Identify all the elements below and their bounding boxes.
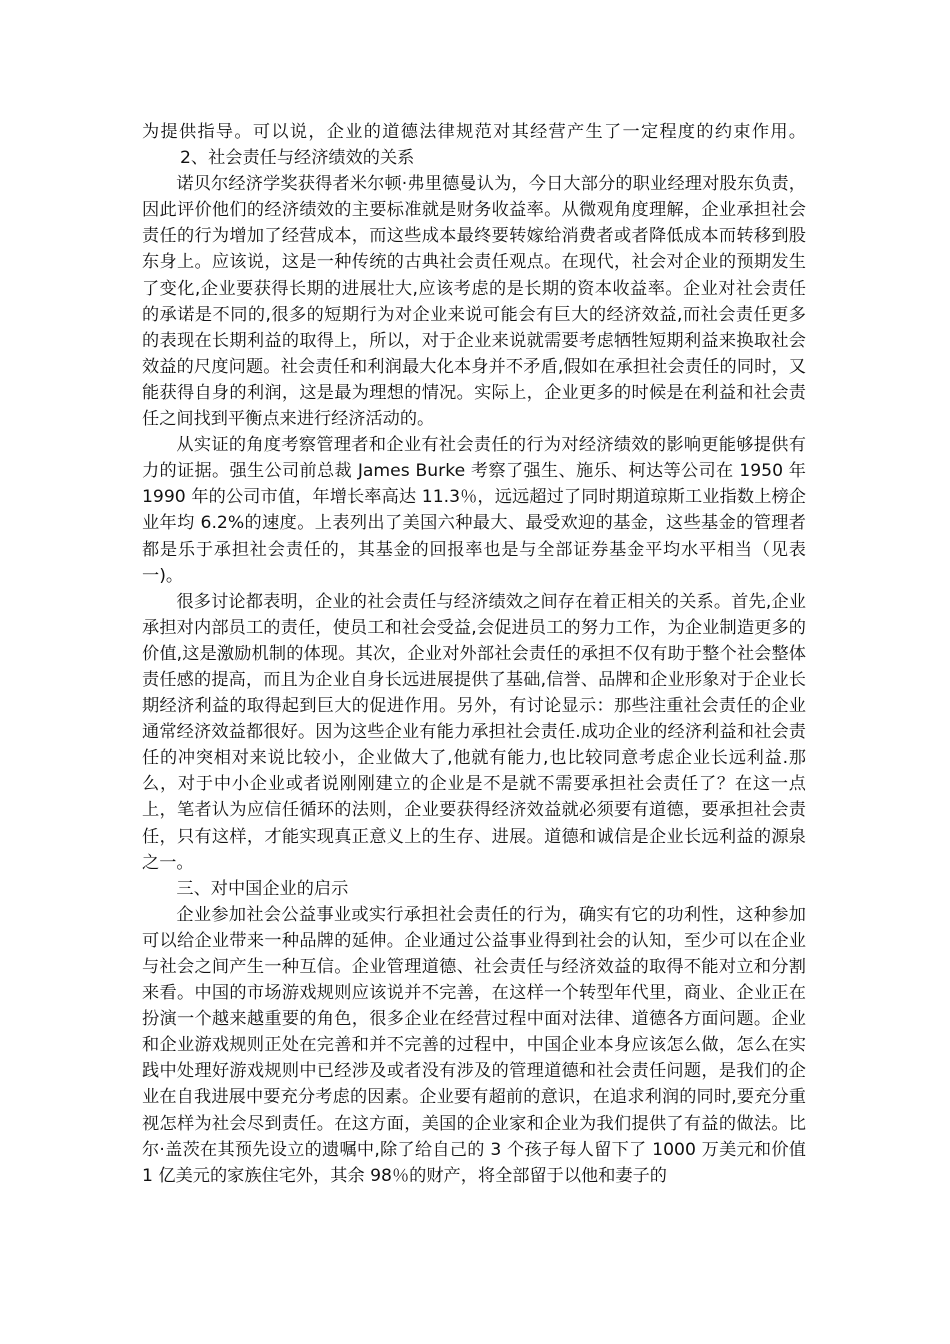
paragraph-continuation	[142, 119, 806, 171]
paragraph-discussion: 很多讨论都表明，企业的社会责任与经济绩效之间存在着正相关的关系。首先,企业承担对内部员工的责任，使员工和社会受益,会促进员工的努力工作，为企业制造更多的价值,这是激励机制的体现。其次，企业对外部社会责任的承担不仅有助于整个社会整体责任感的提高，而且为企业自身长远进展提供了基础,信誉、品牌和企业形象对于企业长期经济利益的取得起到巨大的促进作用。另外，有讨论显示：那些注重社会责任的企业通常经济效益都很好。因为这些企业有能力承担社会责任.成功企业的经济利益和社会责任的冲突相对来说比较小，企业做大了,他就有能力,也比较同意考虑企业长远利益.那么，对于中小企业或者说刚刚建立的企业是不是就不需要承担社会责任了？在这一点上，笔者认为应信任循环的法则，企业要获得经济效益就必须要有道德，要承担社会责任，只有这样，才能实现真正意义上的生存、进展。道德和诚信是企业长远利益的源泉之一。	[142, 591, 806, 873]
paragraph-friedman: 诺贝尔经济学奖获得者米尔顿·弗里德曼认为，今日大部分的职业经理对股东负责，因此评价他们的经济绩效的主要标准就是财务收益率。从微观角度理解，企业承担社会责任的行为增加了经营成本，而这些成本最终要转嫁给消费者或者降低成本而转移到股东身上。应该说，这是一种传统的古典社会责任观点。在现代，社会对企业的预期发生了变化,企业要获得长期的进展壮大,应该考虑的是长期的资本收益率。企业对社会责任的承诺是不同的,很多的短期行为对企业来说可能会有巨大的经济效益,而社会责任更多的表现在长期利益的取得上，所以，对于企业来说就需要考虑牺牲短期利益来换取社会效益的尺度问题。社会责任和利润最大化本身并不矛盾,假如在承担社会责任的同时，又能获得自身的利润，这是最为理想的情况。实际上，企业更多的时候是在利益和社会责任之间找到平衡点来进行经济活动的。	[142, 174, 806, 430]
section-heading-2: 2、社会责任与经济绩效的关系	[180, 148, 415, 169]
paragraph-china: 企业参加社会公益事业或实行承担社会责任的行为，确实有它的功利性，这种参加可以给企业带来一种品牌的延伸。企业通过公益事业得到社会的认知，至少可以在企业与社会之间产生一种互信。企业管理道德、社会责任与经济效益的取得不能对立和分割来看。中国的市场游戏规则应该说并不完善，在这样一个转型年代里，商业、企业正在扮演一个越来越重要的角色，很多企业在经营过程中面对法律、道德各方面问题。企业和企业游戏规则正处在完善和并不完善的过程中，中国企业本身应该怎么做，怎么在实践中处理好游戏规则中已经涉及或者没有涉及的管理道德和社会责任问题，是我们的企业在自我进展中要充分考虑的因素。企业要有超前的意识，在追求利润的同时,要充分重视怎样为社会尽到责任。在这方面，美国的企业家和企业为我们提供了有益的做法。比尔·盖茨在其预先设立的遗嘱中,除了给自己的 3 个孩子每人留下了 1000 万美元和价值 1 亿美元的家族住宅外，其余 98％的财产，将全部留于以他和妻子的	[142, 904, 806, 1186]
section-heading-3: 三、对中国企业的启示	[176, 878, 349, 899]
paragraph-continuation-text: 为提供指导。可以说，企业的道德法律规范对其经营产生了一定程度的约束作用。	[142, 122, 806, 142]
document-page	[142, 119, 806, 1189]
paragraph-empirical: 从实证的角度考察管理者和企业有社会责任的行为对经济绩效的影响更能够提供有力的证据。强生公司前总裁 James Burke 考察了强生、施乐、柯达等公司在 1950 年 1990 年的公司市值，年增长率高达 11.3％，远远超过了同时期道琼斯工业指数上榜企业年均 6.2%的速度。上表列出了美国六种最大、最受欢迎的基金，这些基金的管理者都是乐于承担社会责任的，其基金的回报率也是与全部证券基金平均水平相当（见表一)。	[142, 435, 806, 586]
